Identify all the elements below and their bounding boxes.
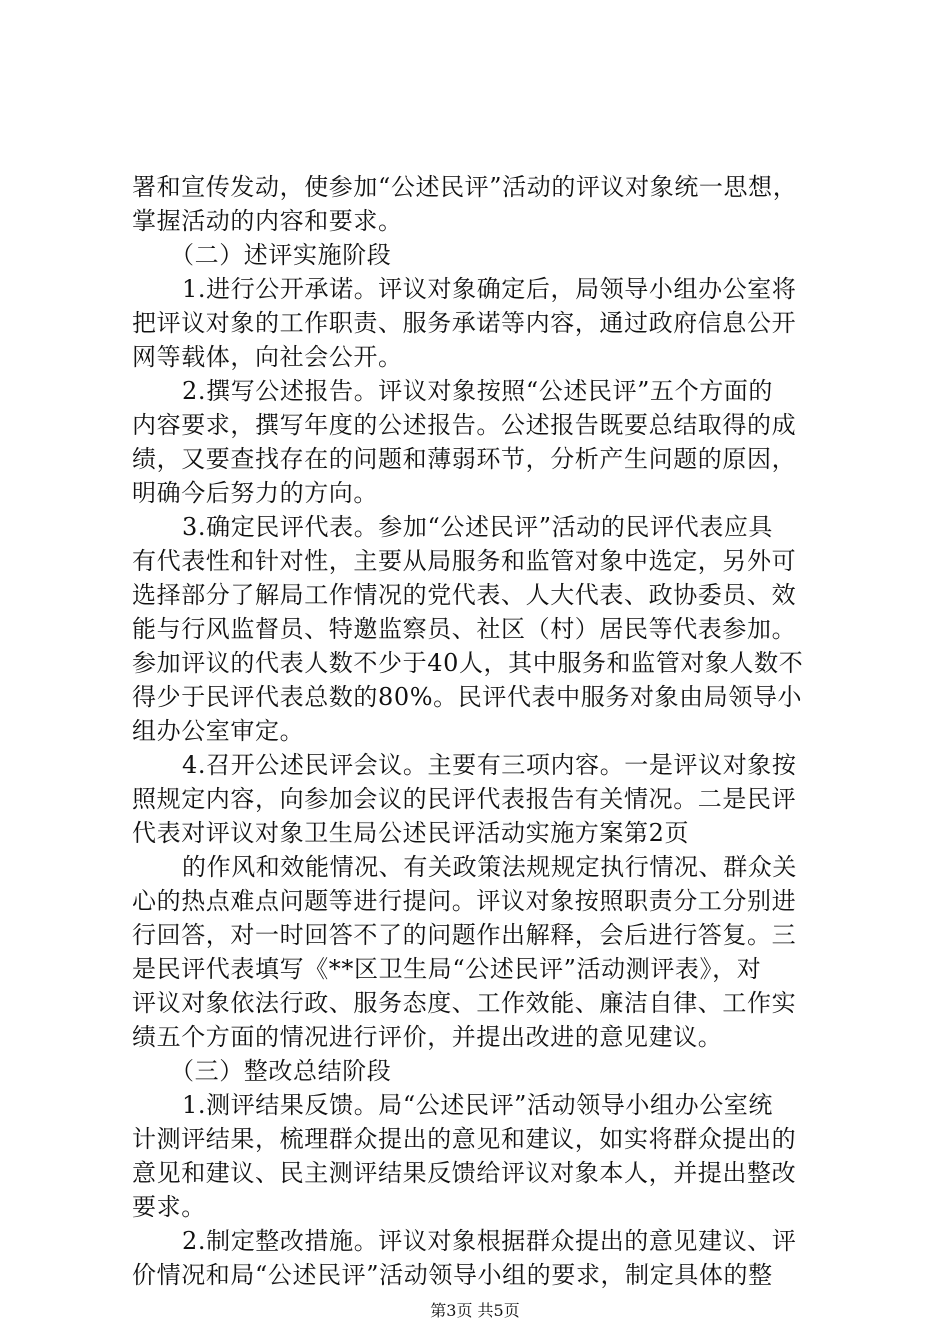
page-footer: 第3页 共5页 xyxy=(430,1301,520,1320)
document-body xyxy=(132,170,832,1292)
text-line: 是民评代表填写《**区卫生局“公述民评”活动测评表》，对 xyxy=(132,955,762,983)
text-line: 绩，又要查找存在的问题和薄弱环节，分析产生问题的原因， xyxy=(132,445,797,473)
text-line: 得少于民评代表总数的80%。民评代表中服务对象由局领导小 xyxy=(132,683,803,711)
text-line: 明确今后努力的方向。 xyxy=(132,479,378,507)
text-line: 4.召开公述民评会议。主要有三项内容。一是评议对象按 xyxy=(182,751,797,779)
text-line: 行回答，对一时回答不了的问题作出解释，会后进行答复。三 xyxy=(132,921,797,949)
text-line: 绩五个方面的情况进行评价，并提出改进的意见建议。 xyxy=(132,1023,723,1051)
text-line: 选择部分了解局工作情况的党代表、人大代表、政协委员、效 xyxy=(132,581,797,609)
text-line: 掌握活动的内容和要求。 xyxy=(132,207,403,235)
text-line: 网等载体，向社会公开。 xyxy=(132,343,403,371)
text-line: 参加评议的代表人数不少于40人，其中服务和监管对象人数不 xyxy=(132,649,804,677)
text-line: 内容要求，撰写年度的公述报告。公述报告既要总结取得的成 xyxy=(132,411,797,439)
text-line: 价情况和局“公述民评”活动领导小组的要求，制定具体的整 xyxy=(132,1261,773,1289)
text-line: 3.确定民评代表。参加“公述民评”活动的民评代表应具 xyxy=(182,513,774,541)
section-heading: （二）述评实施阶段 xyxy=(170,241,392,269)
text-line: 计测评结果，梳理群众提出的意见和建议，如实将群众提出的 xyxy=(132,1125,797,1153)
text-line: 要求。 xyxy=(132,1193,206,1221)
text-line: 2.撰写公述报告。评议对象按照“公述民评”五个方面的 xyxy=(182,377,774,405)
text-line: 1.进行公开承诺。评议对象确定后，局领导小组办公室将 xyxy=(182,275,797,303)
text-line: 1.测评结果反馈。局“公述民评”活动领导小组办公室统 xyxy=(182,1091,774,1119)
text-line: 评议对象依法行政、服务态度、工作效能、廉洁自律、工作实 xyxy=(132,989,797,1017)
text-line: 能与行风监督员、特邀监察员、社区（村）居民等代表参加。 xyxy=(132,615,797,643)
text-line: 组办公室审定。 xyxy=(132,717,305,745)
text-line: 照规定内容，向参加会议的民评代表报告有关情况。二是民评 xyxy=(132,785,797,813)
section-heading: （三）整改总结阶段 xyxy=(170,1057,392,1085)
text-line: 有代表性和针对性，主要从局服务和监管对象中选定，另外可 xyxy=(132,547,797,575)
text-line: 心的热点难点问题等进行提问。评议对象按照职责分工分别进 xyxy=(132,887,797,915)
text-line: 把评议对象的工作职责、服务承诺等内容，通过政府信息公开 xyxy=(132,309,797,337)
text-line: 代表对评议对象卫生局公述民评活动实施方案第2页 xyxy=(132,819,690,847)
text-line: 的作风和效能情况、有关政策法规规定执行情况、群众关 xyxy=(182,853,797,881)
text-line: 意见和建议、民主测评结果反馈给评议对象本人，并提出整改 xyxy=(132,1159,797,1187)
text-line: 2.制定整改措施。评议对象根据群众提出的意见建议、评 xyxy=(182,1227,797,1255)
text-line: 署和宣传发动，使参加“公述民评”活动的评议对象统一思想， xyxy=(132,173,798,201)
